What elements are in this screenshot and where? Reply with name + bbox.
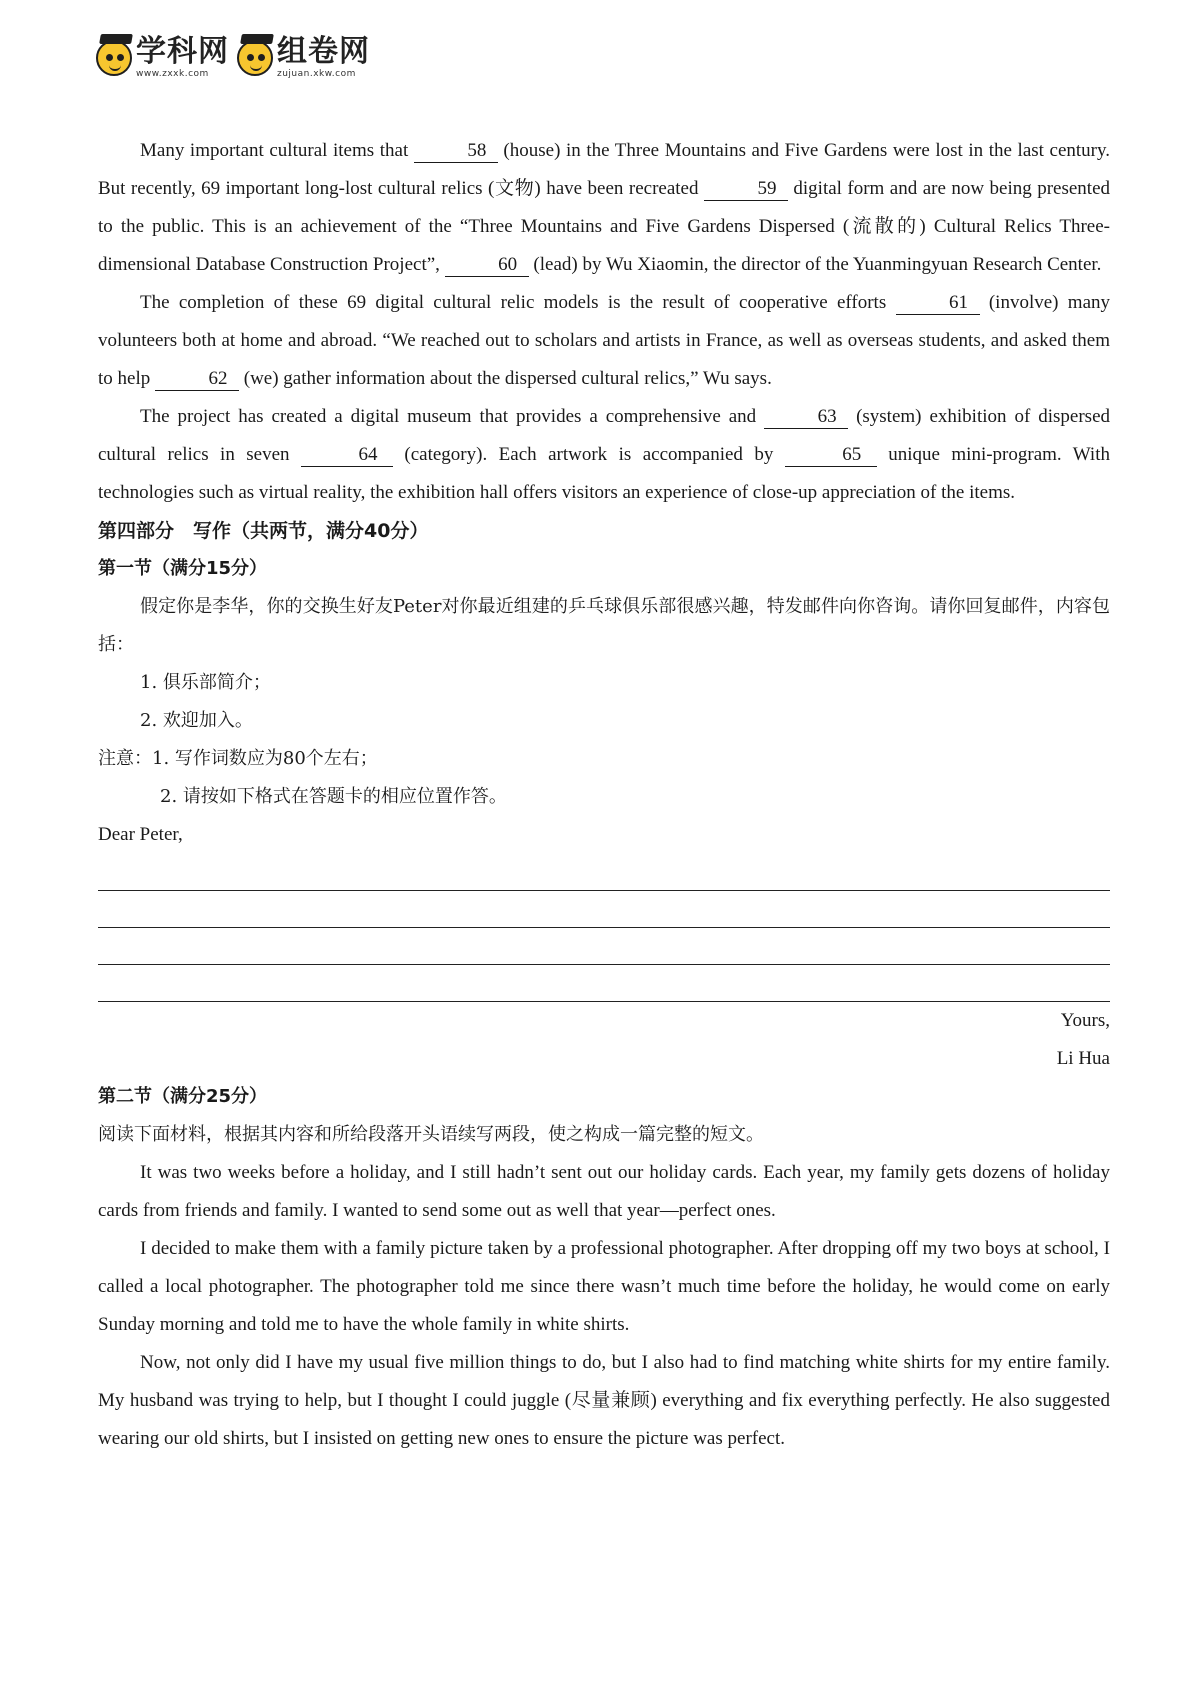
prompt-item: 1. 俱乐部简介；: [140, 672, 271, 693]
zxxk-logo: [96, 34, 229, 79]
part-heading: 第四部分 写作（共两节，满分40分）: [98, 520, 429, 542]
note-line: 2. 请按如下格式在答题卡的相应位置作答。: [160, 786, 507, 807]
answer-line: [98, 891, 1110, 928]
salutation: Dear Peter,: [98, 824, 183, 845]
blank-64: 64: [301, 444, 393, 467]
story-paragraph: It was two weeks before a holiday, and I still hadn’t sent out our holiday cards. Each year, my family gets dozens of holiday cards from friends and family. I wanted to send some out as well that year—perfect ones.: [98, 1162, 1110, 1221]
prompt-item: 2. 欢迎加入。: [140, 710, 253, 731]
signature: Li Hua: [1056, 1048, 1110, 1069]
writing-prompt: 阅读下面材料，根据其内容和所给段落开头语续写两段，使之构成一篇完整的短文。: [98, 1124, 764, 1145]
story-paragraph: Now, not only did I have my usual five million things to do, but I also had to find matching white shirts for my entire family. My husband was trying to help, but I thought I could juggle (尽量兼顾) everything and fix everything perfectly. He also suggested wearing our old shirts, but I insisted on getting new ones to ensure the picture was perfect.: [98, 1352, 1110, 1449]
blank-61: 61: [896, 292, 980, 315]
closing: Yours,: [1060, 1010, 1110, 1031]
blank-62: 62: [155, 368, 239, 391]
blank-59: 59: [704, 178, 788, 201]
section-heading: 第二节（满分25分）: [98, 1086, 268, 1107]
answer-line: [98, 928, 1110, 965]
answer-line: [98, 965, 1110, 1002]
story-paragraph: I decided to make them with a family picture taken by a professional photographer. After dropping off my two boys at school, I called a local photographer. The photographer told me since there wasn’t much time before the holiday, he would come on early Sunday morning and told me to have the whole family in white shirts.: [98, 1238, 1110, 1335]
passage-paragraph: The completion of these 69 digital cultural relic models is the result of cooperative efforts 61 (involve) many volunteers both at home and abroad. “We reached out to scholars and artists in France, as well as overseas students, and asked them to help 62 (we) gather information about the dispersed cultural relics,” Wu says.: [98, 292, 1111, 389]
blank-60: 60: [445, 254, 529, 277]
blank-63: 63: [764, 406, 848, 429]
passage-paragraph: The project has created a digital museum that provides a comprehensive and 63 (system) exhibition of dispersed cultural relics in seven 64 (category). Each artwork is accompanied by 65 unique mini-program. With technologies such as virtual reality, the exhibition hall offers visitors an experience of close-up appreciation of the items.: [98, 406, 1111, 503]
document-body: [98, 132, 1110, 1458]
note-line: 注意：1. 写作词数应为80个左右；: [98, 748, 378, 769]
page-header: [96, 32, 378, 84]
passage-paragraph: Many important cultural items that 58 (house) in the Three Mountains and Five Gardens were lost in the last century. But recently, 69 important long-lost cultural relics (文物) have been recreated 59 digital form and are now being presented to the public. This is an achievement of the “Three Mountains and Five Gardens Dispersed (流散的) Cultural Relics Three-dimensional Database Construction Project”, 60 (lead) by Wu Xiaomin, the director of the Yuanmingyuan Research Center.: [98, 140, 1110, 275]
mascot-icon: [96, 40, 132, 76]
zujuan-logo: [237, 34, 370, 79]
section-heading: 第一节（满分15分）: [98, 558, 268, 579]
blank-65: 65: [785, 444, 877, 467]
blank-58: 58: [414, 140, 498, 163]
logo-url: www.zxxk.com: [136, 69, 209, 79]
logo-name: 学科网: [136, 34, 229, 69]
logo-url: zujuan.xkw.com: [277, 69, 356, 79]
writing-prompt: 假定你是李华，你的交换生好友Peter对你最近组建的乒乓球俱乐部很感兴趣，特发邮件向你咨询。请你回复邮件，内容包括：: [98, 596, 1110, 655]
mascot-icon: [237, 40, 273, 76]
answer-line: [98, 854, 1110, 891]
logo-name: 组卷网: [277, 34, 370, 69]
